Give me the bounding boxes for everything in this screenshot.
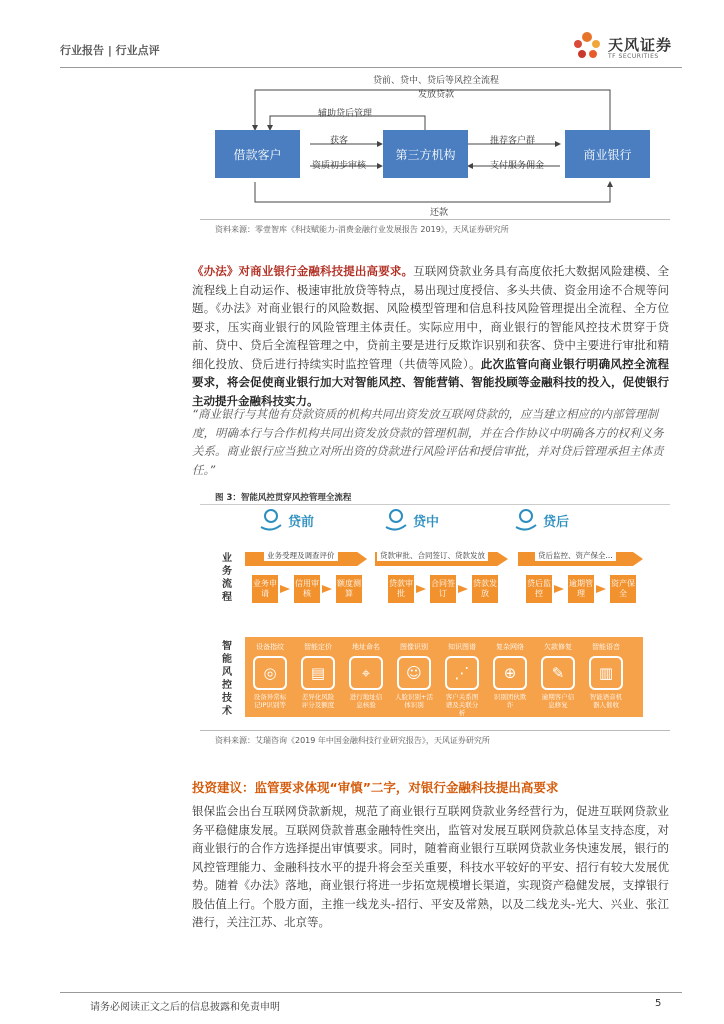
third-party-box: 第三方机构 (383, 130, 468, 178)
bank-box: 商业银行 (565, 130, 650, 178)
figure3-source: 资料来源：艾瑞咨询《2019 年中国金融科技行业研究报告》，天风证券研究所 (215, 736, 490, 745)
tech-item-address: 地址命名 ⌖ 进行地址信息核验 (349, 643, 383, 709)
tech-panel (245, 637, 643, 717)
debt-repair-icon: ✎ (541, 656, 575, 690)
tech-item-complex-network: 复杂网络 ⊕ 识别团伙欺诈 (493, 643, 527, 709)
label-repay: 还款 (430, 208, 449, 218)
paragraph-lead: 《办法》对商业银行金融科技提出高要求。 (192, 264, 414, 278)
paragraph-investment: 银保监会出台互联网贷款新规，规范了商业银行互联网贷款业务经营行为，促进互联网贷款业务平稳健康发展。互联网贷款普惠金融特性突出，监管对发展互联网贷款总体呈支持态度，对商业银行的合作方选择提出审慎要求。同时，随着商业银行互联网贷款业务快速发展，银行的风控管理能力、金融科技水平的提升将会至关重要，科技水平较好的平安、招行有较大发展优势。随着《办法》落地，商业银行将进一步拓宽规模增长渠道，实现资产稳健发展，支撑银行股估值上行。个股方面，主推一线龙头-招行、平安及常熟，以及二线龙头-光大、兴业、张江港行，关注江苏、北京等。 (192, 804, 669, 929)
label-recommend: 推荐客户群 (490, 136, 536, 146)
figure1-source: 资料来源：零壹智库《科技赋能力-消费金融行业发展报告 2019》，天风证券研究所 (215, 225, 509, 234)
step-box: 资产保全 (610, 575, 636, 603)
network-icon: ⊕ (493, 656, 527, 690)
step-box: 信用审核 (294, 575, 320, 603)
step-box: 合同签订 (430, 575, 456, 603)
pricing-icon: ▤ (301, 656, 335, 690)
address-icon: ⌖ (349, 656, 383, 690)
tech-item-knowledge-graph: 知识图谱 ⋰ 客户关系图谱及关联分析 (445, 643, 479, 717)
step-arrows (245, 583, 645, 595)
tech-item-device-fingerprint: 设备指纹 ◎ 设备异常标记IP识别等 (253, 643, 287, 709)
stage-in-loan (383, 507, 439, 533)
voice-icon: ▥ (589, 656, 623, 690)
hand-coin-icon (258, 507, 284, 533)
regulation-quote: “商业银行与其他有贷款资质的机构共同出资发放互联网贷款的，应当建立相应的内部管理制度，明确本行与合作机构共同出资发放贷款的管理机制，并在合作协议中明确各方的权利义务关系。商业银行应当独立对所出资的贷款进行风险评估和授信审批，并对贷后管理承担主体责任。” (192, 407, 664, 477)
step-box: 逾期管理 (568, 575, 594, 603)
step-box: 贷款审批 (388, 575, 414, 603)
source-divider (200, 219, 670, 220)
label-risk-control-flow: 贷前、贷中、贷后等风控全流程 (373, 76, 500, 86)
knowledge-graph-icon: ⋰ (445, 656, 479, 690)
stage-label: 贷前 (288, 514, 315, 530)
paragraph-body: 互联网贷款业务具有高度依托大数据风险建模、全流程线上自动运作、极速审批放贷等特点，易出现过度授信、多头共债、资金用途不合规等问题。《办法》对商业银行的风险数据、风险模型管理和信息科技风险管理提出全流程、全方位要求，压实商业银行的风险管理主体责任。实际应用中，商业银行的智能风控技术贯穿于贷前、贷中、贷后全流程管理之中，贷前主要是进行反欺诈识别和获客、贷中主要进行审批和精细化投放、贷后进行持续实时监控管理（共债等风险）。 (192, 264, 670, 371)
bar-pre-loan-label: 业务受理及调查评价 (264, 550, 338, 561)
row-label-tech: 智能风控技术 (222, 641, 232, 717)
label-issue-loan: 发放贷款 (418, 90, 455, 100)
breadcrumb: 行业报告 | 行业点评 (60, 44, 160, 57)
footer-disclaimer: 请务必阅读正文之后的信息披露和免责申明 (90, 1002, 280, 1013)
step-box: 额度测算 (336, 575, 362, 603)
header-divider (60, 67, 682, 68)
stage-pre-loan (258, 507, 314, 533)
borrower-box: 借款客户 (215, 130, 300, 178)
bar-post-loan-label: 贷后监控、资产保全... (535, 550, 616, 561)
logo-icon (570, 28, 604, 62)
step-box: 贷款发放 (472, 575, 498, 603)
footer-divider (60, 992, 682, 993)
label-payment: 支付服务佣金 (490, 161, 545, 171)
paragraph-tail: 此次监管向商业银行明确风控全流程要求，将会促使商业银行加大对智能风控、智能营销、智能投顾等金融科技的投入，促使银行主动提升金融科技实力。 (192, 356, 669, 408)
stage-label: 贷中 (413, 514, 440, 530)
fingerprint-icon: ◎ (253, 656, 287, 690)
tech-item-smart-voice: 智能语音 ▥ 智能语音机器人催收 (589, 643, 623, 709)
stage-post-loan (513, 507, 569, 533)
logo-subtitle: TF SECURITIES (608, 53, 659, 60)
label-acquire: 获客 (330, 136, 349, 146)
row-label-business: 业务流程 (222, 553, 232, 603)
hand-coin-icon (383, 507, 409, 533)
figure3-bottom-divider (200, 730, 670, 731)
hand-coin-icon (513, 507, 539, 533)
figure3-top-divider (200, 504, 670, 505)
logo-name: 天风证券 (608, 36, 673, 54)
step-box: 业务申请 (252, 575, 278, 603)
step-box: 贷后监控 (526, 575, 552, 603)
figure3-title: 图 3：智能风控贯穿风控管理全流程 (215, 493, 352, 503)
label-assist-post-loan: 辅助贷后管理 (318, 109, 373, 119)
bar-in-loan-label: 贷款审批、合同签订、贷款发放 (377, 550, 488, 561)
face-scan-icon: ☺ (397, 656, 431, 690)
paragraph-regulation (192, 262, 669, 410)
tech-item-debt-repair: 欠款修复 ✎ 逾期客户信息修复 (541, 643, 575, 709)
page-number: 5 (655, 998, 662, 1009)
stage-label: 贷后 (543, 514, 570, 530)
label-prelim-review: 资质初步审核 (312, 161, 367, 171)
tech-item-image-recognition: 图像识别 ☺ 人脸识别+活体识别 (395, 643, 433, 709)
section-title: 投资建议：监管要求体现“审慎”二字，对银行金融科技提出高要求 (192, 780, 559, 795)
tech-item-smart-pricing: 智能定价 ▤ 差异化风险评分及额度 (301, 643, 335, 709)
